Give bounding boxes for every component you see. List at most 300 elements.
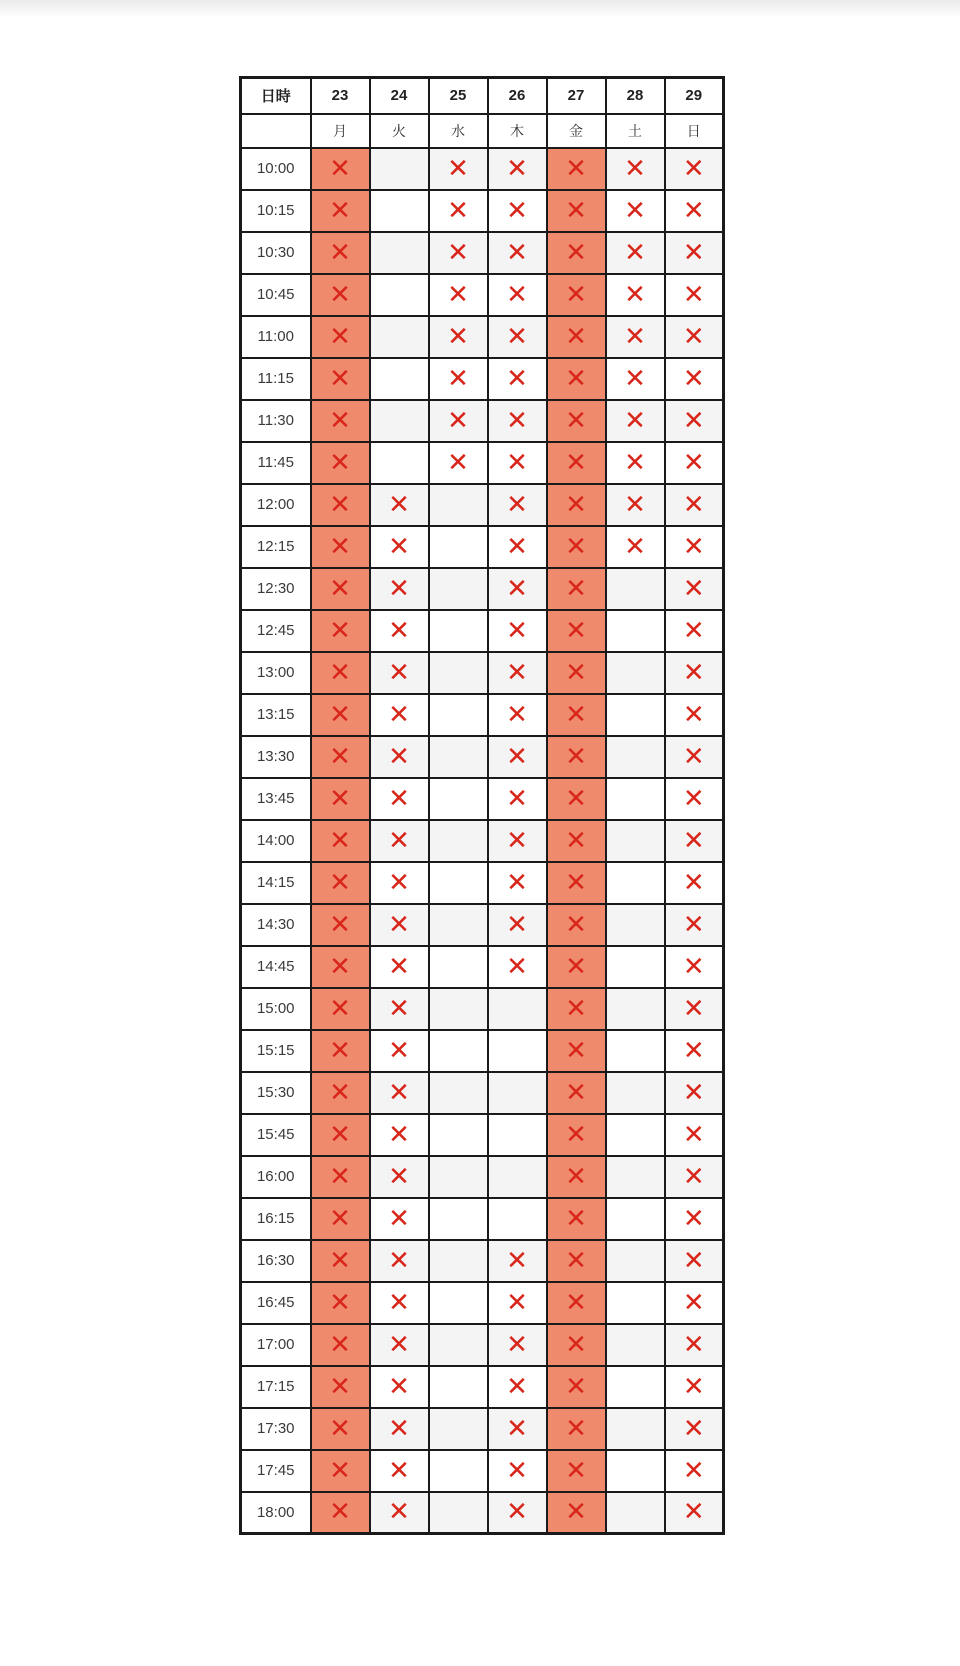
available-slot-cell[interactable]	[429, 1240, 488, 1282]
unavailable-slot-cell	[665, 568, 724, 610]
cross-mark-icon: ✕	[682, 1245, 705, 1276]
unavailable-slot-cell	[311, 274, 370, 316]
cross-mark-icon: ✕	[624, 279, 646, 310]
time-label: 10:45	[241, 274, 311, 316]
available-slot-cell[interactable]	[429, 1324, 488, 1366]
cross-mark-icon: ✕	[329, 1161, 351, 1192]
cross-mark-icon: ✕	[329, 1413, 351, 1444]
cross-mark-icon: ✕	[565, 279, 587, 310]
unavailable-slot-cell	[370, 778, 429, 820]
available-slot-cell[interactable]	[606, 946, 665, 988]
cross-mark-icon: ✕	[682, 615, 705, 646]
available-slot-cell[interactable]	[429, 1492, 488, 1534]
available-slot-cell[interactable]	[429, 820, 488, 862]
cross-mark-icon: ✕	[682, 573, 705, 604]
time-slot-row	[241, 358, 724, 400]
cross-mark-icon: ✕	[565, 993, 587, 1024]
cross-mark-icon: ✕	[506, 237, 528, 268]
unavailable-slot-cell	[488, 274, 547, 316]
time-slot-row	[241, 778, 724, 820]
unavailable-slot-cell	[311, 1030, 370, 1072]
available-slot-cell[interactable]	[606, 568, 665, 610]
unavailable-slot-cell	[547, 1114, 606, 1156]
available-slot-cell[interactable]	[606, 1240, 665, 1282]
unavailable-slot-cell	[547, 358, 606, 400]
date-header-cell: 28	[606, 78, 665, 114]
available-slot-cell[interactable]	[606, 694, 665, 736]
cross-mark-icon: ✕	[329, 1455, 351, 1486]
unavailable-slot-cell	[606, 358, 665, 400]
weekday-header-cell: 木	[488, 114, 547, 148]
unavailable-slot-cell	[370, 946, 429, 988]
available-slot-cell[interactable]	[429, 610, 488, 652]
time-label: 13:30	[241, 736, 311, 778]
unavailable-slot-cell	[370, 1198, 429, 1240]
unavailable-slot-cell	[311, 358, 370, 400]
available-slot-cell[interactable]	[429, 568, 488, 610]
available-slot-cell[interactable]	[370, 148, 429, 190]
cross-mark-icon: ✕	[682, 867, 705, 898]
time-label: 10:15	[241, 190, 311, 232]
cross-mark-icon: ✕	[682, 1035, 705, 1066]
unavailable-slot-cell	[370, 1324, 429, 1366]
unavailable-slot-cell	[488, 946, 547, 988]
unavailable-slot-cell	[606, 526, 665, 568]
cross-mark-icon: ✕	[506, 1329, 528, 1360]
unavailable-slot-cell	[665, 862, 724, 904]
time-slot-row	[241, 946, 724, 988]
unavailable-slot-cell	[488, 862, 547, 904]
unavailable-slot-cell	[488, 316, 547, 358]
unavailable-slot-cell	[488, 148, 547, 190]
cross-mark-icon: ✕	[447, 447, 469, 478]
cross-mark-icon: ✕	[329, 1329, 351, 1360]
cross-mark-icon: ✕	[506, 657, 528, 688]
unavailable-slot-cell	[488, 778, 547, 820]
time-label: 11:30	[241, 400, 311, 442]
cross-mark-icon: ✕	[388, 1413, 410, 1444]
unavailable-slot-cell	[370, 1366, 429, 1408]
unavailable-slot-cell	[488, 736, 547, 778]
unavailable-slot-cell	[311, 1114, 370, 1156]
date-header-cell: 25	[429, 78, 488, 114]
cross-mark-icon: ✕	[506, 1413, 528, 1444]
unavailable-slot-cell	[606, 442, 665, 484]
unavailable-slot-cell	[370, 1156, 429, 1198]
time-label: 12:00	[241, 484, 311, 526]
cross-mark-icon: ✕	[565, 321, 587, 352]
unavailable-slot-cell	[311, 1240, 370, 1282]
cross-mark-icon: ✕	[388, 993, 410, 1024]
cross-mark-icon: ✕	[388, 1035, 410, 1066]
cross-mark-icon: ✕	[565, 237, 587, 268]
unavailable-slot-cell	[311, 1408, 370, 1450]
unavailable-slot-cell	[665, 1240, 724, 1282]
unavailable-slot-cell	[429, 400, 488, 442]
cross-mark-icon: ✕	[624, 195, 646, 226]
cross-mark-icon: ✕	[388, 1455, 410, 1486]
cross-mark-icon: ✕	[682, 1077, 705, 1108]
cross-mark-icon: ✕	[329, 951, 351, 982]
available-slot-cell[interactable]	[606, 1282, 665, 1324]
unavailable-slot-cell	[665, 1324, 724, 1366]
cross-mark-icon: ✕	[506, 867, 528, 898]
unavailable-slot-cell	[488, 1282, 547, 1324]
time-slot-row	[241, 1240, 724, 1282]
available-slot-cell[interactable]	[429, 1450, 488, 1492]
cross-mark-icon: ✕	[506, 825, 528, 856]
available-slot-cell[interactable]	[370, 316, 429, 358]
available-slot-cell[interactable]	[606, 862, 665, 904]
time-label: 17:45	[241, 1450, 311, 1492]
unavailable-slot-cell	[547, 988, 606, 1030]
unavailable-slot-cell	[547, 1030, 606, 1072]
cross-mark-icon: ✕	[565, 1077, 587, 1108]
time-label: 12:15	[241, 526, 311, 568]
cross-mark-icon: ✕	[329, 153, 351, 184]
time-label: 13:45	[241, 778, 311, 820]
unavailable-slot-cell	[665, 820, 724, 862]
cross-mark-icon: ✕	[388, 573, 410, 604]
time-slot-row	[241, 1114, 724, 1156]
unavailable-slot-cell	[311, 568, 370, 610]
unavailable-slot-cell	[311, 652, 370, 694]
unavailable-slot-cell	[370, 526, 429, 568]
unavailable-slot-cell	[311, 148, 370, 190]
cross-mark-icon: ✕	[565, 951, 587, 982]
cross-mark-icon: ✕	[506, 699, 528, 730]
cross-mark-icon: ✕	[388, 489, 410, 520]
unavailable-slot-cell	[665, 1156, 724, 1198]
unavailable-slot-cell	[606, 484, 665, 526]
cross-mark-icon: ✕	[682, 1413, 705, 1444]
time-label: 17:30	[241, 1408, 311, 1450]
time-slot-row	[241, 1366, 724, 1408]
available-slot-cell[interactable]	[429, 1156, 488, 1198]
cross-mark-icon: ✕	[565, 1203, 587, 1234]
cross-mark-icon: ✕	[506, 321, 528, 352]
unavailable-slot-cell	[665, 1198, 724, 1240]
cross-mark-icon: ✕	[682, 321, 705, 352]
cross-mark-icon: ✕	[506, 1497, 528, 1528]
unavailable-slot-cell	[311, 1450, 370, 1492]
cross-mark-icon: ✕	[329, 321, 351, 352]
available-slot-cell[interactable]	[429, 1030, 488, 1072]
available-slot-cell[interactable]	[606, 904, 665, 946]
time-slot-row	[241, 1450, 724, 1492]
available-slot-cell[interactable]	[488, 1072, 547, 1114]
cross-mark-icon: ✕	[329, 741, 351, 772]
unavailable-slot-cell	[665, 694, 724, 736]
available-slot-cell[interactable]	[429, 1408, 488, 1450]
unavailable-slot-cell	[311, 820, 370, 862]
unavailable-slot-cell	[547, 1492, 606, 1534]
cross-mark-icon: ✕	[682, 1455, 705, 1486]
available-slot-cell[interactable]	[370, 442, 429, 484]
time-slot-row	[241, 232, 724, 274]
unavailable-slot-cell	[665, 1114, 724, 1156]
cross-mark-icon: ✕	[447, 279, 469, 310]
available-slot-cell[interactable]	[429, 736, 488, 778]
available-slot-cell[interactable]	[429, 526, 488, 568]
unavailable-slot-cell	[311, 1282, 370, 1324]
cross-mark-icon: ✕	[329, 363, 351, 394]
available-slot-cell[interactable]	[606, 778, 665, 820]
time-label: 18:00	[241, 1492, 311, 1534]
unavailable-slot-cell	[606, 148, 665, 190]
time-label: 13:00	[241, 652, 311, 694]
unavailable-slot-cell	[606, 190, 665, 232]
unavailable-slot-cell	[370, 862, 429, 904]
available-slot-cell[interactable]	[606, 1450, 665, 1492]
weekday-header-cell: 日	[665, 114, 724, 148]
cross-mark-icon: ✕	[682, 195, 705, 226]
cross-mark-icon: ✕	[682, 405, 705, 436]
available-slot-cell[interactable]	[606, 820, 665, 862]
available-slot-cell[interactable]	[606, 1324, 665, 1366]
cross-mark-icon: ✕	[565, 153, 587, 184]
unavailable-slot-cell	[311, 1072, 370, 1114]
unavailable-slot-cell	[547, 148, 606, 190]
cross-mark-icon: ✕	[506, 1455, 528, 1486]
available-slot-cell[interactable]	[429, 946, 488, 988]
available-slot-cell[interactable]	[429, 1114, 488, 1156]
cross-mark-icon: ✕	[565, 699, 587, 730]
cross-mark-icon: ✕	[565, 363, 587, 394]
unavailable-slot-cell	[311, 694, 370, 736]
available-slot-cell[interactable]	[429, 1198, 488, 1240]
cross-mark-icon: ✕	[329, 279, 351, 310]
cross-mark-icon: ✕	[682, 1371, 705, 1402]
cross-mark-icon: ✕	[682, 909, 705, 940]
time-label: 15:45	[241, 1114, 311, 1156]
unavailable-slot-cell	[311, 1492, 370, 1534]
cross-mark-icon: ✕	[388, 867, 410, 898]
available-slot-cell[interactable]	[606, 1114, 665, 1156]
unavailable-slot-cell	[370, 988, 429, 1030]
cross-mark-icon: ✕	[682, 741, 705, 772]
time-label: 16:15	[241, 1198, 311, 1240]
time-label: 17:15	[241, 1366, 311, 1408]
cross-mark-icon: ✕	[388, 825, 410, 856]
cross-mark-icon: ✕	[388, 531, 410, 562]
time-slot-row	[241, 400, 724, 442]
available-slot-cell[interactable]	[429, 862, 488, 904]
unavailable-slot-cell	[547, 736, 606, 778]
cross-mark-icon: ✕	[682, 951, 705, 982]
time-slot-row	[241, 1492, 724, 1534]
time-slot-row	[241, 988, 724, 1030]
cross-mark-icon: ✕	[506, 573, 528, 604]
available-slot-cell[interactable]	[370, 232, 429, 274]
available-slot-cell[interactable]	[606, 736, 665, 778]
available-slot-cell[interactable]	[429, 1366, 488, 1408]
unavailable-slot-cell	[311, 610, 370, 652]
available-slot-cell[interactable]	[429, 484, 488, 526]
cross-mark-icon: ✕	[388, 951, 410, 982]
unavailable-slot-cell	[311, 526, 370, 568]
unavailable-slot-cell	[547, 610, 606, 652]
cross-mark-icon: ✕	[682, 699, 705, 730]
unavailable-slot-cell	[665, 190, 724, 232]
unavailable-slot-cell	[547, 694, 606, 736]
cross-mark-icon: ✕	[682, 993, 705, 1024]
unavailable-slot-cell	[665, 484, 724, 526]
cross-mark-icon: ✕	[506, 1245, 528, 1276]
unavailable-slot-cell	[429, 148, 488, 190]
unavailable-slot-cell	[488, 190, 547, 232]
cross-mark-icon: ✕	[682, 153, 705, 184]
unavailable-slot-cell	[488, 358, 547, 400]
available-slot-cell[interactable]	[429, 652, 488, 694]
cross-mark-icon: ✕	[565, 1119, 587, 1150]
time-label: 10:00	[241, 148, 311, 190]
available-slot-cell[interactable]	[429, 988, 488, 1030]
available-slot-cell[interactable]	[606, 610, 665, 652]
cross-mark-icon: ✕	[682, 1287, 705, 1318]
unavailable-slot-cell	[488, 610, 547, 652]
unavailable-slot-cell	[665, 1072, 724, 1114]
available-slot-cell[interactable]	[488, 1198, 547, 1240]
time-label: 16:00	[241, 1156, 311, 1198]
available-slot-cell[interactable]	[370, 190, 429, 232]
unavailable-slot-cell	[547, 232, 606, 274]
available-slot-cell[interactable]	[606, 988, 665, 1030]
cross-mark-icon: ✕	[329, 867, 351, 898]
unavailable-slot-cell	[547, 1450, 606, 1492]
unavailable-slot-cell	[665, 1492, 724, 1534]
date-header-cell: 23	[311, 78, 370, 114]
time-label: 16:30	[241, 1240, 311, 1282]
time-label: 16:45	[241, 1282, 311, 1324]
unavailable-slot-cell	[429, 316, 488, 358]
unavailable-slot-cell	[547, 820, 606, 862]
available-slot-cell[interactable]	[370, 358, 429, 400]
time-slot-row	[241, 610, 724, 652]
unavailable-slot-cell	[311, 484, 370, 526]
schedule-body	[241, 148, 724, 1534]
time-label: 15:15	[241, 1030, 311, 1072]
unavailable-slot-cell	[665, 400, 724, 442]
time-slot-row	[241, 484, 724, 526]
available-slot-cell[interactable]	[606, 1072, 665, 1114]
cross-mark-icon: ✕	[329, 447, 351, 478]
cross-mark-icon: ✕	[388, 1371, 410, 1402]
time-label: 12:30	[241, 568, 311, 610]
unavailable-slot-cell	[606, 400, 665, 442]
cross-mark-icon: ✕	[682, 279, 705, 310]
unavailable-slot-cell	[488, 1240, 547, 1282]
unavailable-slot-cell	[370, 904, 429, 946]
available-slot-cell[interactable]	[488, 1156, 547, 1198]
cross-mark-icon: ✕	[682, 825, 705, 856]
unavailable-slot-cell	[488, 442, 547, 484]
cross-mark-icon: ✕	[388, 1077, 410, 1108]
cross-mark-icon: ✕	[624, 489, 646, 520]
cross-mark-icon: ✕	[506, 615, 528, 646]
available-slot-cell[interactable]	[370, 274, 429, 316]
cross-mark-icon: ✕	[506, 531, 528, 562]
date-header-cell: 26	[488, 78, 547, 114]
available-slot-cell[interactable]	[606, 1198, 665, 1240]
available-slot-cell[interactable]	[429, 694, 488, 736]
unavailable-slot-cell	[429, 274, 488, 316]
cross-mark-icon: ✕	[447, 153, 469, 184]
cross-mark-icon: ✕	[624, 153, 646, 184]
unavailable-slot-cell	[429, 358, 488, 400]
available-slot-cell[interactable]	[488, 1114, 547, 1156]
cross-mark-icon: ✕	[565, 1455, 587, 1486]
cross-mark-icon: ✕	[506, 405, 528, 436]
unavailable-slot-cell	[488, 694, 547, 736]
available-slot-cell[interactable]	[429, 1072, 488, 1114]
unavailable-slot-cell	[488, 652, 547, 694]
cross-mark-icon: ✕	[388, 1119, 410, 1150]
time-label: 15:00	[241, 988, 311, 1030]
cross-mark-icon: ✕	[329, 993, 351, 1024]
available-slot-cell[interactable]	[429, 778, 488, 820]
unavailable-slot-cell	[311, 736, 370, 778]
available-slot-cell[interactable]	[488, 988, 547, 1030]
cross-mark-icon: ✕	[565, 909, 587, 940]
time-slot-row	[241, 526, 724, 568]
available-slot-cell[interactable]	[429, 1282, 488, 1324]
available-slot-cell[interactable]	[606, 1408, 665, 1450]
unavailable-slot-cell	[311, 904, 370, 946]
unavailable-slot-cell	[665, 232, 724, 274]
cross-mark-icon: ✕	[506, 1287, 528, 1318]
cross-mark-icon: ✕	[388, 1497, 410, 1528]
unavailable-slot-cell	[547, 1240, 606, 1282]
weekday-header-cell: 金	[547, 114, 606, 148]
datetime-corner-label: 日時	[241, 78, 311, 114]
time-slot-row	[241, 1282, 724, 1324]
unavailable-slot-cell	[370, 1030, 429, 1072]
unavailable-slot-cell	[370, 568, 429, 610]
available-slot-cell[interactable]	[606, 1492, 665, 1534]
time-label: 17:00	[241, 1324, 311, 1366]
unavailable-slot-cell	[665, 274, 724, 316]
available-slot-cell[interactable]	[606, 1030, 665, 1072]
available-slot-cell[interactable]	[606, 1156, 665, 1198]
unavailable-slot-cell	[488, 904, 547, 946]
cross-mark-icon: ✕	[506, 489, 528, 520]
unavailable-slot-cell	[488, 400, 547, 442]
unavailable-slot-cell	[547, 442, 606, 484]
unavailable-slot-cell	[665, 316, 724, 358]
unavailable-slot-cell	[370, 820, 429, 862]
cross-mark-icon: ✕	[565, 1035, 587, 1066]
unavailable-slot-cell	[311, 988, 370, 1030]
unavailable-slot-cell	[547, 652, 606, 694]
unavailable-slot-cell	[547, 946, 606, 988]
available-slot-cell[interactable]	[488, 1030, 547, 1072]
cross-mark-icon: ✕	[506, 447, 528, 478]
unavailable-slot-cell	[547, 904, 606, 946]
unavailable-slot-cell	[488, 1408, 547, 1450]
unavailable-slot-cell	[665, 988, 724, 1030]
cross-mark-icon: ✕	[329, 1245, 351, 1276]
time-slot-row	[241, 148, 724, 190]
available-slot-cell[interactable]	[429, 904, 488, 946]
cross-mark-icon: ✕	[329, 237, 351, 268]
available-slot-cell[interactable]	[606, 1366, 665, 1408]
cross-mark-icon: ✕	[565, 615, 587, 646]
cross-mark-icon: ✕	[329, 825, 351, 856]
available-slot-cell[interactable]	[370, 400, 429, 442]
available-slot-cell[interactable]	[606, 652, 665, 694]
unavailable-slot-cell	[311, 190, 370, 232]
